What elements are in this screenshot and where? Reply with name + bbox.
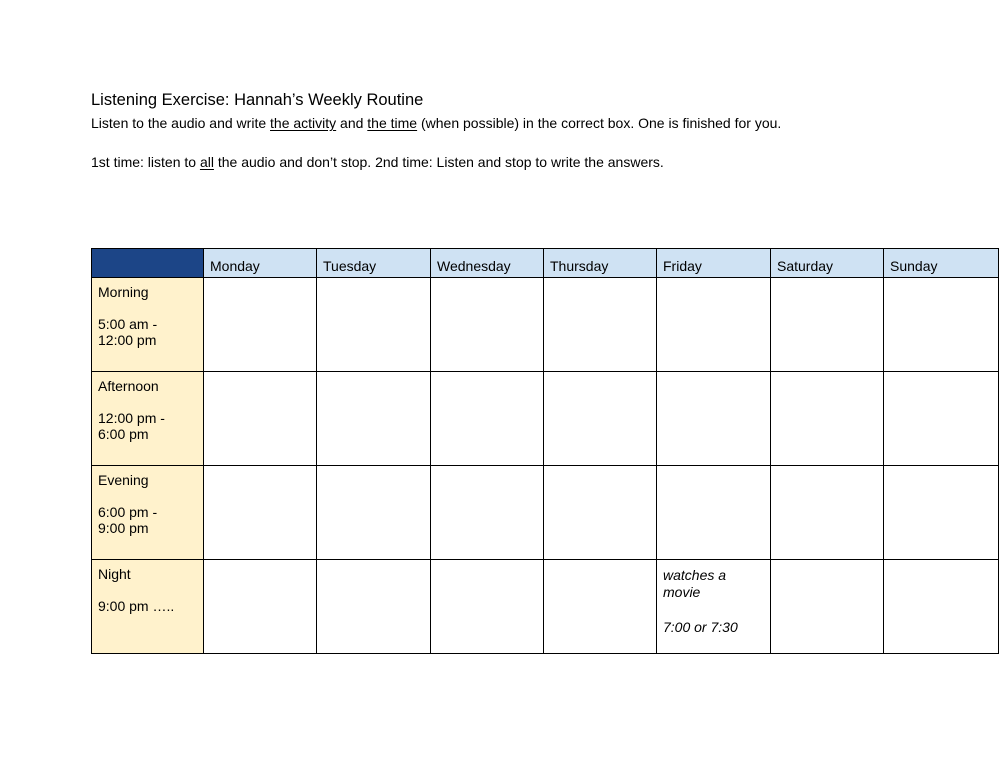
day-header-friday: Friday bbox=[657, 249, 771, 278]
period-time: 12:00 pm - 6:00 pm bbox=[98, 410, 165, 442]
instructions bbox=[91, 115, 781, 131]
answer-cell[interactable] bbox=[884, 278, 999, 372]
period-afternoon bbox=[92, 372, 204, 466]
listening-note-text-1: 1st time: listen to bbox=[91, 154, 200, 170]
answer-cell[interactable] bbox=[544, 466, 657, 560]
answer-cell[interactable] bbox=[657, 372, 771, 466]
instructions-text-3: (when possible) in the correct box. One is finished for you. bbox=[417, 115, 782, 131]
period-time: 6:00 pm - 9:00 pm bbox=[98, 504, 158, 536]
table-row bbox=[92, 372, 999, 466]
answer-cell[interactable] bbox=[204, 278, 317, 372]
answer-cell[interactable] bbox=[317, 466, 431, 560]
corner-cell bbox=[92, 249, 204, 278]
answer-cell[interactable] bbox=[771, 466, 884, 560]
answer-cell[interactable] bbox=[431, 466, 544, 560]
day-header-saturday: Saturday bbox=[771, 249, 884, 278]
answer-cell[interactable] bbox=[431, 372, 544, 466]
day-header-thursday: Thursday bbox=[544, 249, 657, 278]
answer-cell[interactable] bbox=[884, 466, 999, 560]
answer-cell[interactable] bbox=[317, 560, 431, 654]
answer-cell[interactable] bbox=[544, 560, 657, 654]
answer-cell[interactable] bbox=[771, 372, 884, 466]
day-header-tuesday: Tuesday bbox=[317, 249, 431, 278]
answer-cell[interactable] bbox=[544, 278, 657, 372]
answer-cell[interactable] bbox=[657, 466, 771, 560]
answer-cell[interactable] bbox=[431, 278, 544, 372]
listening-note-text-2: the audio and don’t stop. 2nd time: Listen and stop to write the answers. bbox=[213, 154, 664, 170]
listening-note bbox=[91, 154, 664, 170]
routine-table bbox=[91, 248, 999, 654]
table-row bbox=[92, 278, 999, 372]
example-activity: watches a movie bbox=[663, 567, 727, 600]
example-time: 7:00 or 7:30 bbox=[663, 619, 738, 635]
answer-cell[interactable] bbox=[544, 372, 657, 466]
instructions-underline-activity: the activity bbox=[270, 115, 337, 131]
table-row bbox=[92, 466, 999, 560]
period-name: Evening bbox=[98, 472, 149, 488]
instructions-text-1: Listen to the audio and write bbox=[91, 115, 271, 131]
instructions-underline-time: the time bbox=[367, 115, 418, 131]
table-header-row bbox=[92, 249, 999, 278]
period-name: Morning bbox=[98, 284, 149, 300]
period-name: Afternoon bbox=[98, 378, 159, 394]
answer-cell[interactable] bbox=[204, 466, 317, 560]
answer-cell[interactable] bbox=[657, 278, 771, 372]
period-time: 5:00 am - 12:00 pm bbox=[98, 316, 158, 348]
answer-cell[interactable] bbox=[317, 372, 431, 466]
answer-cell[interactable] bbox=[431, 560, 544, 654]
answer-cell[interactable] bbox=[771, 278, 884, 372]
period-evening bbox=[92, 466, 204, 560]
answer-cell[interactable] bbox=[884, 560, 999, 654]
instructions-text-2: and bbox=[336, 115, 368, 131]
example-answer-cell bbox=[657, 560, 771, 654]
day-header-sunday: Sunday bbox=[884, 249, 999, 278]
answer-cell[interactable] bbox=[317, 278, 431, 372]
answer-cell[interactable] bbox=[884, 372, 999, 466]
period-time: 9:00 pm ….. bbox=[98, 598, 175, 614]
answer-cell[interactable] bbox=[204, 560, 317, 654]
day-header-monday: Monday bbox=[204, 249, 317, 278]
answer-cell[interactable] bbox=[771, 560, 884, 654]
page-title: Listening Exercise: Hannah’s Weekly Routine bbox=[91, 91, 424, 109]
period-morning bbox=[92, 278, 204, 372]
period-name: Night bbox=[98, 566, 131, 582]
answer-cell[interactable] bbox=[204, 372, 317, 466]
table-row bbox=[92, 560, 999, 654]
listening-note-underline-all: all bbox=[199, 154, 214, 170]
day-header-wednesday: Wednesday bbox=[431, 249, 544, 278]
period-night bbox=[92, 560, 204, 654]
